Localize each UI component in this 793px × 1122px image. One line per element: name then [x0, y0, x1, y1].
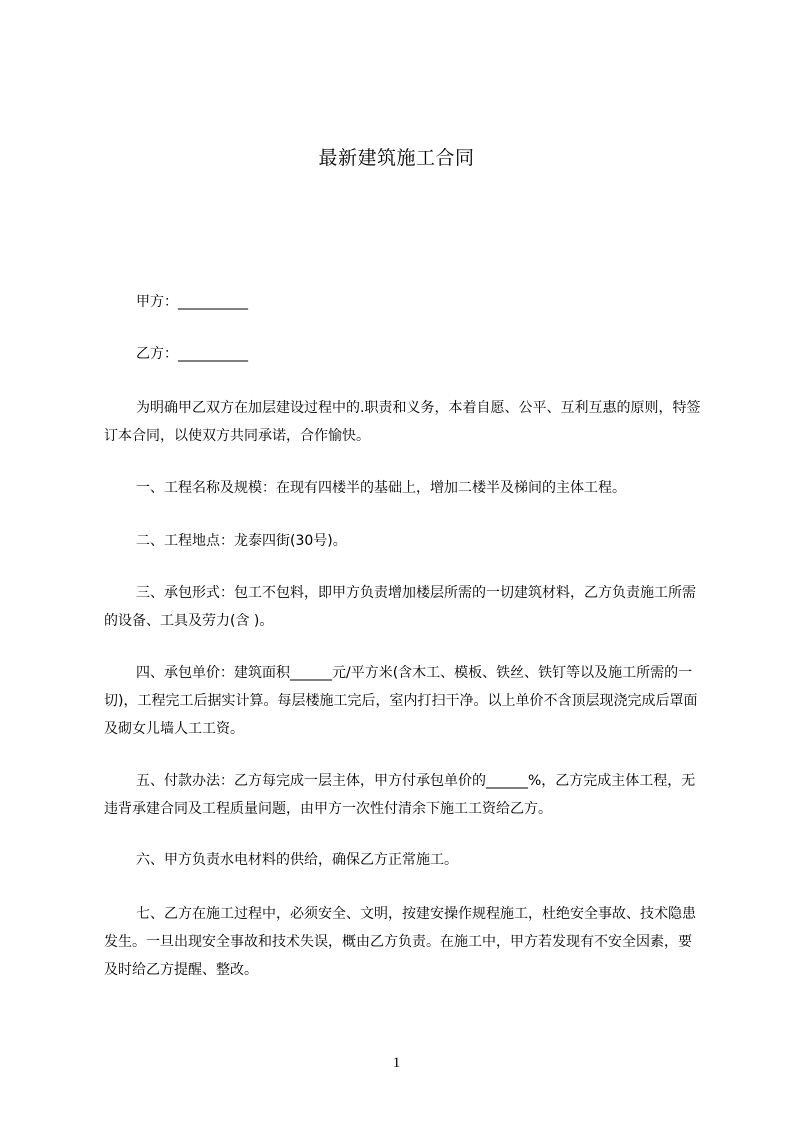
document-title: 最新建筑施工合同 — [318, 147, 475, 169]
clause-unit-price: 四、承包单价：建筑面积______元/平方米(含木工、模板、铁丝、铁钉等以及施工所需的一切)，工程完工后据实计算。每层楼施工完后，室内打扫干净。以上单价不含顶层现浇完成后罩面及砌女儿墙人工工资。 — [104, 665, 698, 737]
page-number: 1 — [392, 1055, 401, 1071]
clause-project-name: 一、工程名称及规模：在现有四楼半的基础上，增加二楼半及梯间的主体工程。 — [136, 480, 626, 496]
clause-payment: 五、付款办法：乙方每完成一层主体，甲方付承包单价的______%，乙方完成主体工程，无违背承建合同及工程质量问题，由甲方一次性付清余下施工工资给乙方。 — [104, 773, 696, 817]
clause-utilities: 六、甲方负责水电材料的供给，确保乙方正常施工。 — [136, 852, 458, 868]
party-b-line: 乙方：__________ — [136, 346, 248, 362]
clause-safety: 七、乙方在施工过程中，必须安全、文明，按建安操作规程施工，杜绝安全事故、技术隐患发生。一旦出现安全事故和技术失误，概由乙方负责。在施工中，甲方若发现有不安全因素，要及时给乙方提醒、整改。 — [104, 906, 696, 978]
clause-project-location: 二、工程地点：龙泰四街(30号)。 — [136, 533, 347, 549]
party-a-line: 甲方：__________ — [136, 294, 248, 310]
clause-contract-form: 三、承包形式：包工不包料，即甲方负责增加楼层所需的一切建筑材料，乙方负责施工所需的设备、工具及劳力(含 )。 — [104, 585, 696, 629]
intro-paragraph: 为明确甲乙双方在加层建设过程中的.职责和义务，本着自愿、公平、互利互惠的原则，特签订本合同，以使双方共同承诺，合作愉快。 — [104, 400, 701, 444]
